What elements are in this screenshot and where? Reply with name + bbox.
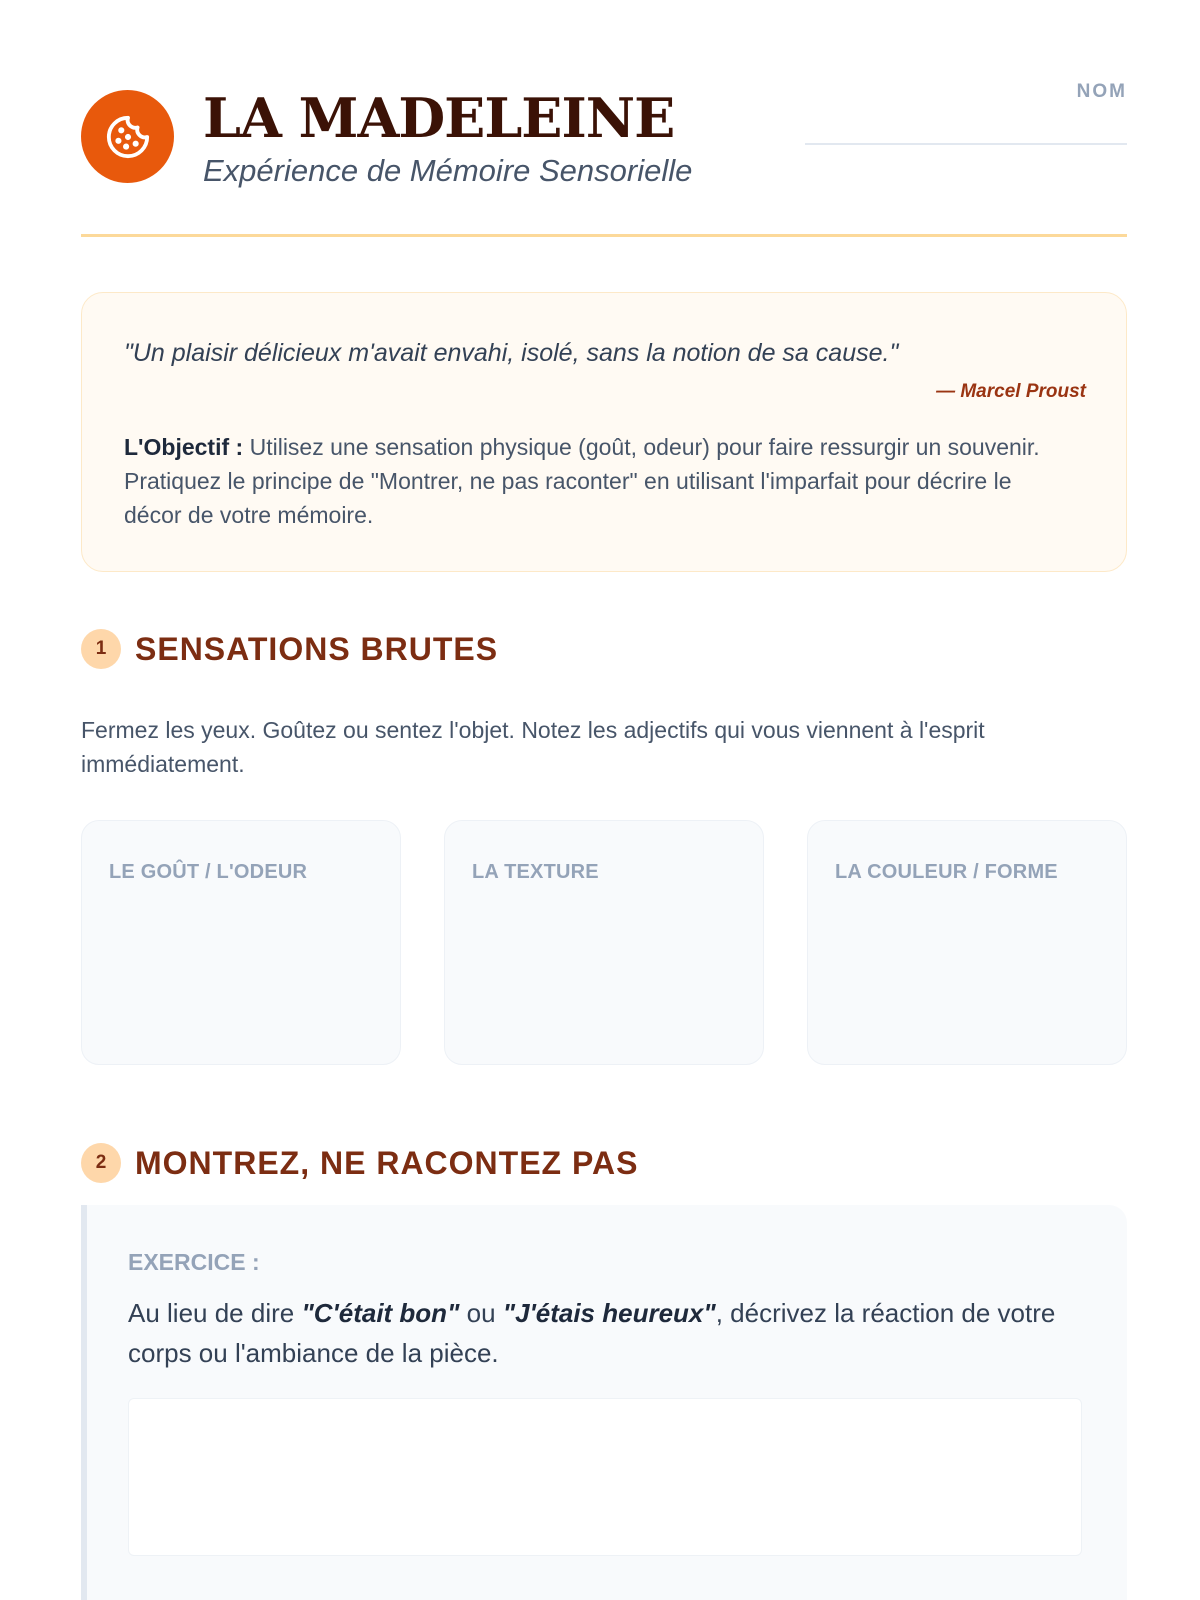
logo xyxy=(81,90,174,183)
header-divider xyxy=(81,234,1127,237)
texture-box[interactable] xyxy=(444,820,764,1065)
exercise-card xyxy=(81,1205,1127,1600)
header xyxy=(81,81,1127,188)
color-shape-label: LA COULEUR / FORME xyxy=(835,861,1058,883)
taste-smell-label: LE GOÛT / L'ODEUR xyxy=(109,861,308,883)
section-1-number: 1 xyxy=(81,629,121,669)
page-title: LA MADELEINE xyxy=(203,86,675,150)
section-2-number: 2 xyxy=(81,1143,121,1183)
exercise-suffix: , décrivez la réaction de votre corps ou l'ambiance de la pièce. xyxy=(128,1298,1056,1368)
objective-label: L'Objectif : xyxy=(124,434,244,460)
exercise-instructions xyxy=(128,1293,1088,1373)
name-field[interactable] xyxy=(805,143,1127,145)
intro-card xyxy=(81,292,1127,572)
section-1-title: SENSATIONS BRUTES xyxy=(135,631,499,667)
worksheet-page xyxy=(81,0,1127,1600)
example-phrase-1: "C'était bon" xyxy=(301,1298,460,1328)
quote-author: — Marcel Proust xyxy=(936,381,1086,402)
objective-body: Utilisez une sensation physique (goût, odeur) pour faire ressurgir un souvenir. Pratiquez le principe de "Montrer, ne pas raconter" en utilisant l'imparfait pour décrire le décor de votre mémoire. xyxy=(124,434,1040,528)
exercise-mid: ou xyxy=(459,1298,503,1328)
exercise-answer-box[interactable] xyxy=(128,1398,1082,1556)
section-1-description: Fermez les yeux. Goûtez ou sentez l'objet. Notez les adjectifs qui vous viennent à l'esprit immédiatement. xyxy=(81,717,985,777)
cookie-icon xyxy=(105,114,151,160)
section-2-title: MONTREZ, NE RACONTEZ PAS xyxy=(135,1145,639,1181)
color-shape-box[interactable] xyxy=(807,820,1127,1065)
objective-text xyxy=(124,430,1064,532)
texture-label: LA TEXTURE xyxy=(472,861,599,883)
exercise-prefix: Au lieu de dire xyxy=(128,1298,302,1328)
name-label: NOM xyxy=(1076,81,1127,102)
exercise-label: EXERCICE : xyxy=(128,1249,260,1275)
quote-text: "Un plaisir délicieux m'avait envahi, isolé, sans la notion de sa cause." xyxy=(124,339,899,367)
page-subtitle: Expérience de Mémoire Sensorielle xyxy=(203,153,693,188)
taste-smell-box[interactable] xyxy=(81,820,401,1065)
example-phrase-2: "J'étais heureux" xyxy=(502,1298,716,1328)
